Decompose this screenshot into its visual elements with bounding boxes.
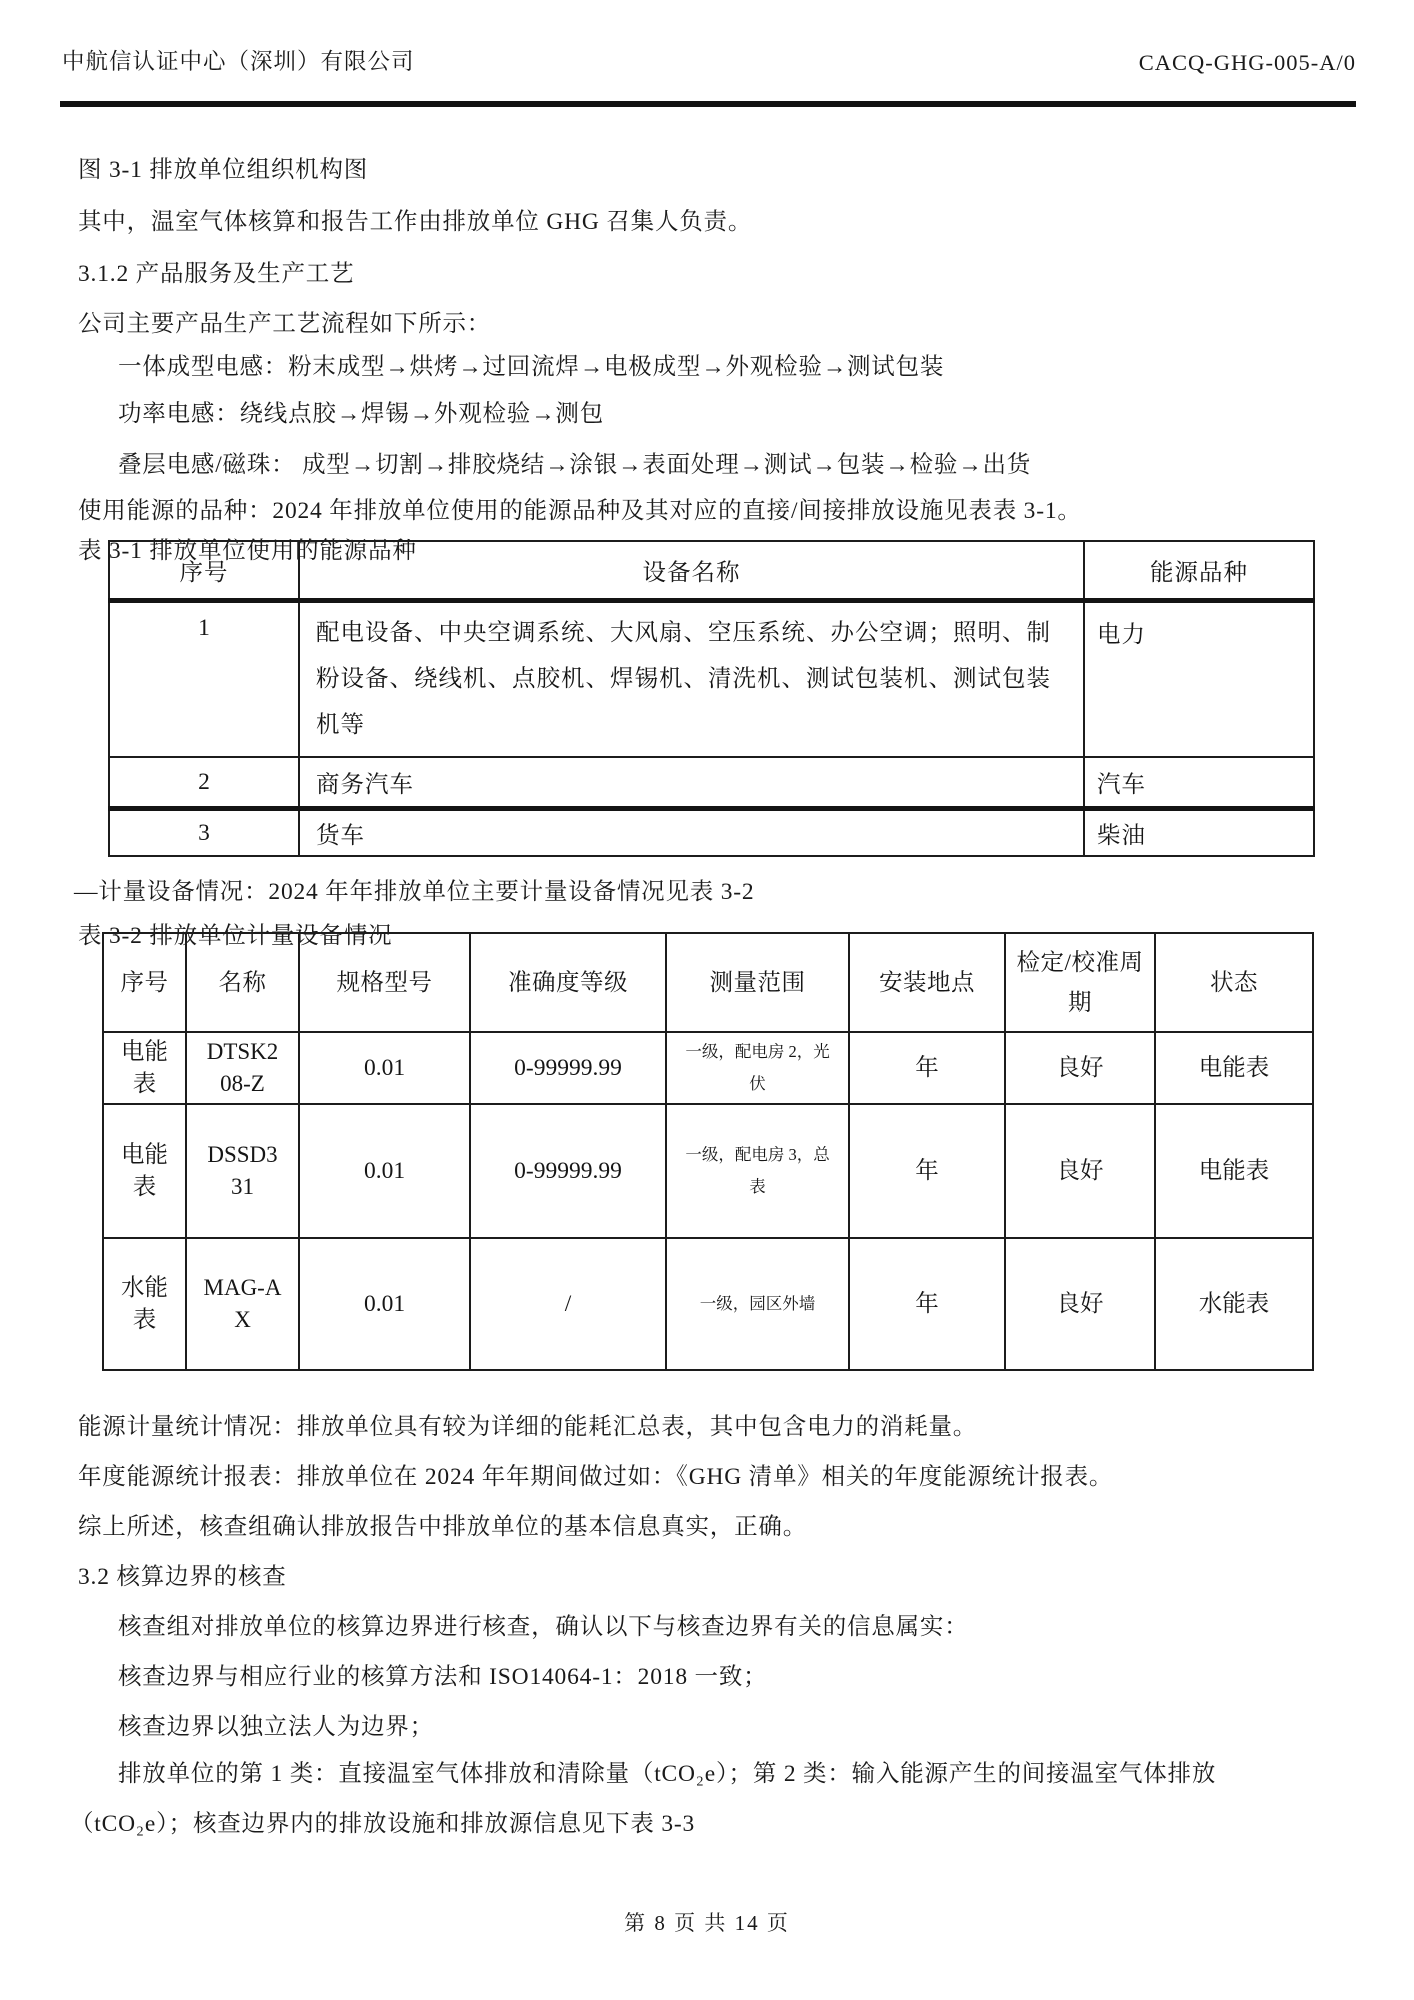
table2-header-no: 序号 xyxy=(103,933,186,1032)
table2-header-cycle: 检定/校准周期 xyxy=(1005,933,1155,1032)
table2-cell-model: DTSK208-Z xyxy=(186,1032,299,1104)
table1-header-row xyxy=(109,541,1314,601)
table2-header-range: 测量范围 xyxy=(666,933,849,1032)
table2-cell-range: 0-99999.99 xyxy=(470,1032,666,1104)
table2-cell-model: DSSD331 xyxy=(186,1104,299,1238)
page-number: 第 8 页 共 14 页 xyxy=(624,1911,790,1935)
paragraph-ghg-note: 其中，温室气体核算和报告工作由排放单位 GHG 召集人负责。 xyxy=(78,208,753,235)
table2-cell-scope: 一级，配电房 2，光伏 xyxy=(666,1032,849,1104)
paragraph-flow-molding: 一体成型电感：粉末成型→烘烤→过回流焊→电极成型→外观检验→测试包装 xyxy=(118,353,945,380)
paragraph-boundary-3: 核查边界以独立法人为边界； xyxy=(118,1713,434,1740)
table1-cell-no: 2 xyxy=(109,757,299,809)
table2-cell-status: 电能表 xyxy=(1155,1104,1313,1238)
table2-caption: 表 3-2 排放单位计量设备情况 xyxy=(78,922,393,949)
table2-cell-type: 电能表 xyxy=(103,1032,186,1104)
table1-row xyxy=(109,601,1314,758)
paragraph-boundary-1: 核查组对排放单位的核算边界进行核查，确认以下与核查边界有关的信息属实： xyxy=(118,1613,969,1640)
table1-cell-no: 3 xyxy=(109,809,299,857)
table2-header-name: 名称 xyxy=(186,933,299,1032)
table2-cell-cycle: 良好 xyxy=(1005,1238,1155,1370)
paragraph-boundary-5: （tCO₂e）；核查边界内的排放设施和排放源信息见下表 3-3 xyxy=(70,1810,696,1837)
table2-cell-accuracy: 0.01 xyxy=(299,1104,470,1238)
paragraph-figure-caption: 图 3-1 排放单位组织机构图 xyxy=(78,156,369,183)
table2-header-status: 状态 xyxy=(1155,933,1313,1032)
paragraph-energy-stats: 能源计量统计情况：排放单位具有较为详细的能耗汇总表，其中包含电力的消耗量。 xyxy=(78,1413,978,1440)
table1-cell-no: 1 xyxy=(109,601,299,758)
table2-row xyxy=(103,1104,1313,1238)
paragraph-boundary-4: 排放单位的第 1 类：直接温室气体排放和清除量（tCO₂e）；第 2 类：输入能源产生的间接温室气体排放 xyxy=(118,1760,1217,1787)
table2-cell-cycle: 良好 xyxy=(1005,1104,1155,1238)
table1-header-energy: 能源品种 xyxy=(1084,541,1314,601)
paragraph-flow-intro: 公司主要产品生产工艺流程如下所示： xyxy=(78,310,492,337)
table1-cell-device: 配电设备、中央空调系统、大风扇、空压系统、办公空调；照明、制粉设备、绕线机、点胶机、焊锡机、清洗机、测试包装机、测试包装机等 xyxy=(299,601,1084,758)
header-company-name: 中航信认证中心（深圳）有限公司 xyxy=(62,49,415,74)
table2-cell-range: 0-99999.99 xyxy=(470,1104,666,1238)
table1-row xyxy=(109,809,1314,857)
table2-cell-model: MAG-AX xyxy=(186,1238,299,1370)
table-energy-types xyxy=(108,540,1315,857)
table2-cell-scope: 一级，配电房 3，总表 xyxy=(666,1104,849,1238)
table1-cell-device: 商务汽车 xyxy=(299,757,1084,809)
table1-cell-device: 货车 xyxy=(299,809,1084,857)
table1-cell-energy: 电力 xyxy=(1084,601,1314,758)
table2-cell-install: 年 xyxy=(849,1104,1005,1238)
section-heading-3-1-2: 3.1.2 产品服务及生产工艺 xyxy=(78,260,355,287)
header-doc-code: CACQ-GHG-005-A/0 xyxy=(1138,50,1356,75)
table2-row xyxy=(103,1032,1313,1104)
table2-cell-type: 电能表 xyxy=(103,1104,186,1238)
paragraph-meter-note: —计量设备情况：2024 年年排放单位主要计量设备情况见表 3-2 xyxy=(74,878,755,905)
table2-cell-install: 年 xyxy=(849,1238,1005,1370)
paragraph-annual-report: 年度能源统计报表：排放单位在 2024 年年期间做过如：《GHG 清单》相关的年度能源统计报表。 xyxy=(78,1463,1114,1490)
table2-cell-scope: 一级，园区外墙 xyxy=(666,1238,849,1370)
table2-cell-status: 水能表 xyxy=(1155,1238,1313,1370)
paragraph-energy-types: 使用能源的品种：2024 年排放单位使用的能源品种及其对应的直接/间接排放设施见表表 3-1。 xyxy=(78,497,1082,524)
header-rule xyxy=(60,101,1356,107)
table2-cell-accuracy: 0.01 xyxy=(299,1238,470,1370)
paragraph-conclusion: 综上所述，核查组确认排放报告中排放单位的基本信息真实，正确。 xyxy=(78,1513,807,1540)
table2-cell-status: 电能表 xyxy=(1155,1032,1313,1104)
table2-header-model: 规格型号 xyxy=(299,933,470,1032)
table2-cell-type: 水能表 xyxy=(103,1238,186,1370)
table2-cell-install: 年 xyxy=(849,1032,1005,1104)
paragraph-flow-laminated: 叠层电感/磁珠： 成型→切割→排胶烧结→涂银→表面处理→测试→包装→检验→出货 xyxy=(118,451,1032,478)
table2-cell-range: / xyxy=(470,1238,666,1370)
table1-caption: 表 3-1 排放单位使用的能源品种 xyxy=(78,537,417,564)
table1-header-no: 序号 xyxy=(109,541,299,601)
table1-cell-energy: 柴油 xyxy=(1084,809,1314,857)
table1-cell-energy: 汽车 xyxy=(1084,757,1314,809)
table-metering-devices xyxy=(102,932,1314,1371)
paragraph-flow-power: 功率电感：绕线点胶→焊锡→外观检验→测包 xyxy=(118,400,604,427)
section-heading-3-2: 3.2 核算边界的核查 xyxy=(78,1563,287,1590)
table2-header-row xyxy=(103,933,1313,1032)
table2-row xyxy=(103,1238,1313,1370)
table2-cell-accuracy: 0.01 xyxy=(299,1032,470,1104)
page-header xyxy=(62,44,1356,76)
table2-header-accuracy: 准确度等级 xyxy=(470,933,666,1032)
table1-header-device: 设备名称 xyxy=(299,541,1084,601)
paragraph-boundary-2: 核查边界与相应行业的核算方法和 ISO14064-1：2018 一致； xyxy=(118,1663,768,1690)
table2-header-install: 安装地点 xyxy=(849,933,1005,1032)
table2-cell-cycle: 良好 xyxy=(1005,1032,1155,1104)
table1-row xyxy=(109,757,1314,809)
